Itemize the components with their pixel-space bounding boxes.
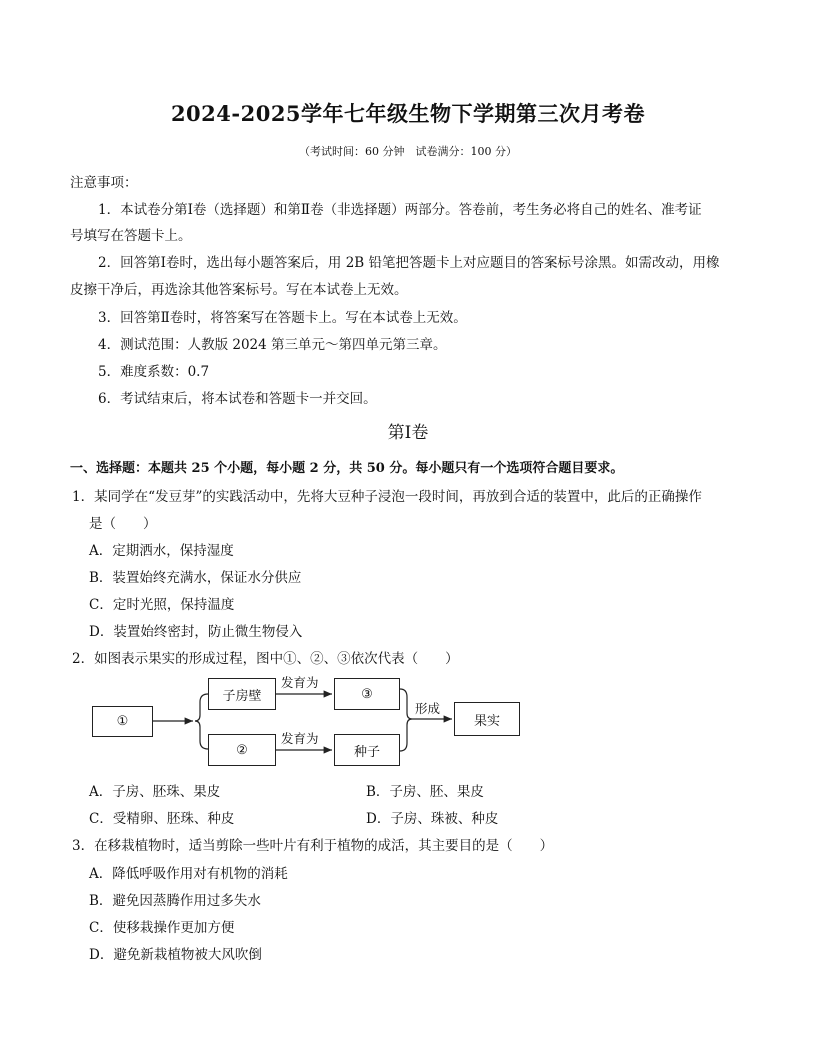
note-line: 2．回答第Ⅰ卷时，选出每小题答案后，用 2B 铅笔把答题卡上对应题目的答案标号涂黑。如需改动，用橡 xyxy=(98,255,720,271)
question-1-option-c: C．定时光照，保持温度 xyxy=(89,597,235,613)
question-1-option-a: A．定期洒水，保持湿度 xyxy=(89,543,234,559)
note-line: 皮擦干净后，再选涂其他答案标号。写在本试卷上无效。 xyxy=(70,282,408,298)
question-1-stem: 是（ ） xyxy=(89,516,157,532)
note-line: 6．考试结束后，将本试卷和答题卡一并交回。 xyxy=(98,391,377,407)
question-1-option-b: B．装置始终充满水，保证水分供应 xyxy=(89,570,302,586)
left-brace xyxy=(195,694,208,749)
note-line: 号填写在答题卡上。 xyxy=(70,228,192,244)
question-3-option-a: A．降低呼吸作用对有机物的消耗 xyxy=(89,866,288,882)
note-line: 3．回答第Ⅱ卷时，将答案写在答题卡上。写在本试卷上无效。 xyxy=(98,310,467,326)
question-3-option-c: C．使移栽操作更加方便 xyxy=(89,920,235,936)
question-2-option-b: B．子房、胚、果皮 xyxy=(366,784,484,800)
develop-label: 发育为 xyxy=(281,731,319,746)
question-1-option-d: D．装置始终密封，防止微生物侵入 xyxy=(89,624,303,640)
question-2-option-c: C．受精卵、胚珠、种皮 xyxy=(89,811,235,827)
note-line: 4．测试范围：人教版 2024 第三单元～第四单元第三章。 xyxy=(98,337,447,353)
notes-heading: 注意事项： xyxy=(70,175,138,191)
question-3-stem: 3．在移栽植物时，适当剪除一些叶片有利于植物的成活，其主要目的是（ ） xyxy=(72,838,554,854)
diagram-box-1: ① xyxy=(92,706,153,737)
diagram-box-fruit: 果实 xyxy=(454,702,520,736)
question-2-option-d: D．子房、珠被、种皮 xyxy=(366,811,499,827)
part-heading: 一、选择题：本题共 25 个小题，每小题 2 分，共 50 分。每小题只有一个选项符合题目要求。 xyxy=(70,461,624,476)
note-line: 5．难度系数：0.7 xyxy=(98,364,210,380)
diagram-box-seed: 种子 xyxy=(334,734,400,766)
page-title: 2024-2025学年七年级生物下学期第三次月考卷 xyxy=(170,101,646,126)
question-2-stem: 2．如图表示果实的形成过程，图中①、②、③依次代表（ ） xyxy=(72,651,459,667)
form-label: 形成 xyxy=(415,701,441,716)
diagram-box-ovary-wall: 子房壁 xyxy=(208,678,276,710)
question-3-option-b: B．避免因蒸腾作用过多失水 xyxy=(89,893,261,909)
develop-label: 发育为 xyxy=(281,675,319,690)
section-title: 第Ⅰ卷 xyxy=(387,423,429,443)
note-line: 1．本试卷分第Ⅰ卷（选择题）和第Ⅱ卷（非选择题）两部分。答卷前，考生务必将自己的姓名、准考证 xyxy=(98,202,702,218)
question-2-option-a: A．子房、胚珠、果皮 xyxy=(89,784,221,800)
question-3-option-d: D．避免新栽植物被大风吹倒 xyxy=(89,947,262,963)
diagram-box-3: ③ xyxy=(334,678,400,710)
question-1-stem: 1．某同学在“发豆芽”的实践活动中，先将大豆种子浸泡一段时间，再放到合适的装置中，此后的正确操作 xyxy=(72,489,702,505)
right-brace xyxy=(400,689,412,751)
diagram-box-2: ② xyxy=(208,734,276,766)
exam-info: （考试时间：60 分钟 试卷满分：100 分） xyxy=(299,145,517,158)
